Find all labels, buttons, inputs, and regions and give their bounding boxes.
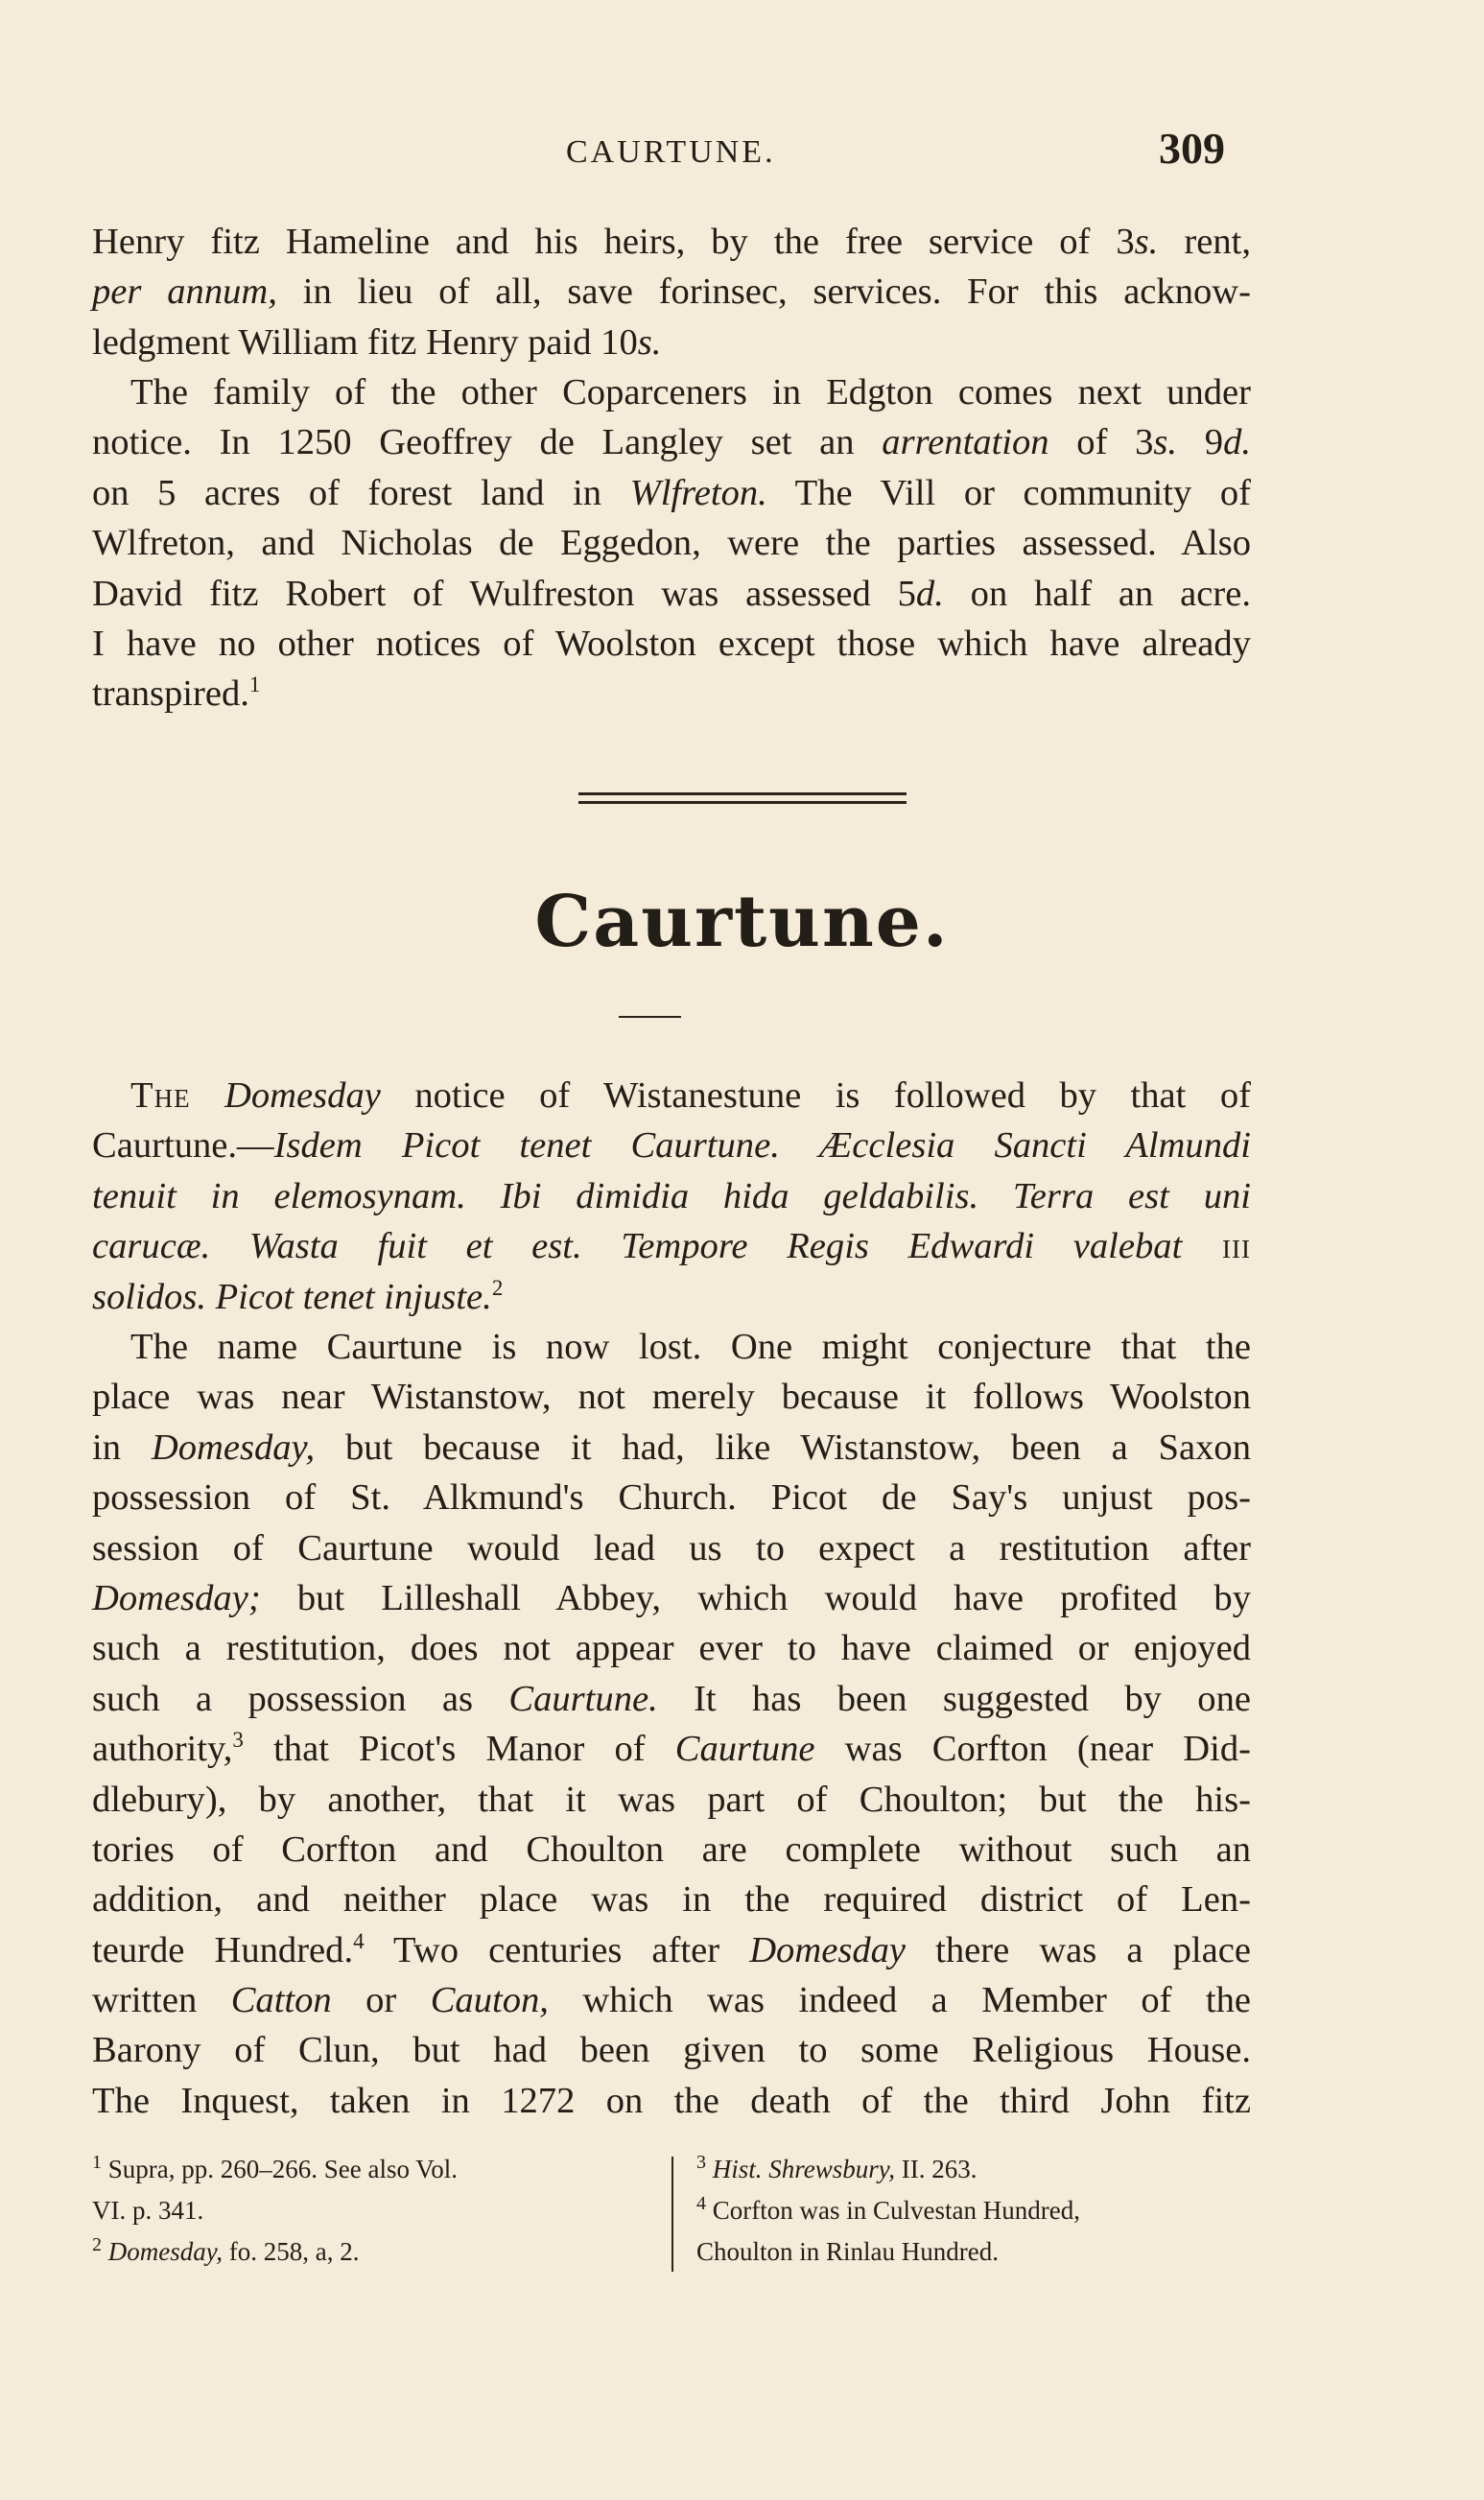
text-line: The name Caurtune is now lost. One might conjecture that the	[130, 1327, 1251, 1367]
footnote-3: $^3$ Hist. Shrewsbury, II. 263.	[696, 2152, 978, 2183]
text-line: carucæ. Wasta fuit et est. Tempore Regis Edwardi valebat iii	[92, 1226, 1251, 1267]
footnote-ref: 2	[491, 1275, 504, 1300]
text-line: Domesday; but Lilleshall Abbey, which would have profited by	[92, 1577, 1251, 1618]
text-line: solidos. Picot tenet injuste.$^2$	[92, 1275, 504, 1317]
footnote-divider	[671, 2157, 673, 2272]
text-line: addition, and neither place was in the required district of Len-	[92, 1879, 1251, 1921]
text-line: place was near Wistanstow, not merely because it follows Woolston	[92, 1377, 1251, 1418]
text-line: The Inquest, taken in 1272 on the death of the third John fitz	[92, 2080, 1251, 2121]
text-line: Caurtune.—Isdem Picot tenet Caurtune. Æcclesia Sancti Almundi	[92, 1125, 1251, 1167]
footnote-ref: 3	[232, 1728, 244, 1753]
text-line: per annum, in lieu of all, save forinsec, services. For this acknow-	[92, 271, 1252, 313]
text-line: notice. In 1250 Geoffrey de Langley set an arrentation of 3s. 9d.	[92, 422, 1251, 463]
text-line: ledgment William fitz Henry paid 10s.	[92, 321, 662, 363]
text-line: written Catton or Cauton, which was indeed a Member of the	[92, 1980, 1251, 2021]
text-line: I have no other notices of Woolston except those which have already	[92, 623, 1251, 664]
text-line: tenuit in elemosynam. Ibi dimidia hida geldabilis. Terra est uni	[92, 1175, 1251, 1216]
footnote-ref: 4	[353, 1928, 365, 1953]
footnote-4: $^4$ Corfton was in Culvestan Hundred,	[696, 2193, 1080, 2225]
text-line: possession of St. Alkmund's Church. Picot de Say's unjust pos-	[92, 1477, 1251, 1519]
text-line: authority,$^3$ that Picot's Manor of Caurtune was Corfton (near Did-	[92, 1728, 1251, 1770]
footnote-2: $^2$ Domesday, fo. 258, a, 2.	[92, 2234, 360, 2266]
footnote-1: $^1$ Supra, pp. 260–266. See also Vol.	[92, 2152, 458, 2183]
text-line: such a restitution, does not appear ever to have claimed or enjoyed	[92, 1628, 1251, 1669]
text-line: transpired.$^1$	[92, 672, 261, 715]
text-line: David fitz Robert of Wulfreston was assessed 5d. on half an acre.	[92, 573, 1251, 614]
paragraph-continuation	[92, 217, 1251, 367]
footnote-ref: 1	[248, 672, 261, 697]
footnote-1-cont: VI. p. 341.	[92, 2196, 204, 2225]
text-line: The Domesday notice of Wistanestune is followed by that of	[130, 1075, 1251, 1116]
paragraph-coparceners	[92, 367, 1251, 719]
running-head: CAURTUNE.	[566, 134, 776, 170]
text-line: The family of the other Coparceners in Edgton comes next under	[130, 372, 1251, 413]
text-line: teurde Hundred.$^4$ Two centuries after Domesday there was a place	[92, 1928, 1251, 1970]
text-line: in Domesday, but because it had, like Wistanstow, been a Saxon	[92, 1427, 1251, 1468]
page-header	[0, 123, 1484, 180]
text-line: Barony of Clun, but had been given to some Religious House.	[92, 2030, 1251, 2071]
paragraph-caurtune-lost	[92, 1322, 1251, 2126]
text-line: dlebury), by another, that it was part of Choulton; but the his-	[92, 1779, 1251, 1820]
section-title: Caurtune.	[534, 881, 950, 963]
footnote-4-cont: Choulton in Rinlau Hundred.	[696, 2237, 999, 2266]
footnotes-right	[696, 2149, 1253, 2273]
text-line: Wlfreton, and Nicholas de Eggedon, were the parties assessed. Also	[92, 523, 1251, 564]
footnotes-left	[92, 2149, 648, 2273]
text-line: Henry fitz Hameline and his heirs, by the free service of 3s. rent,	[92, 222, 1251, 262]
text-line: such a possession as Caurtune. It has been suggested by one	[92, 1678, 1251, 1719]
text-line: tories of Corfton and Choulton are complete without such an	[92, 1828, 1251, 1870]
section-divider	[578, 792, 907, 804]
paragraph-domesday	[92, 1071, 1251, 1322]
text-line: on 5 acres of forest land in Wlfreton. The Vill or community of	[92, 472, 1251, 513]
page-number: 309	[1159, 124, 1225, 173]
title-rule	[619, 1016, 681, 1018]
text-line: session of Caurtune would lead us to expect a restitution after	[92, 1527, 1251, 1568]
